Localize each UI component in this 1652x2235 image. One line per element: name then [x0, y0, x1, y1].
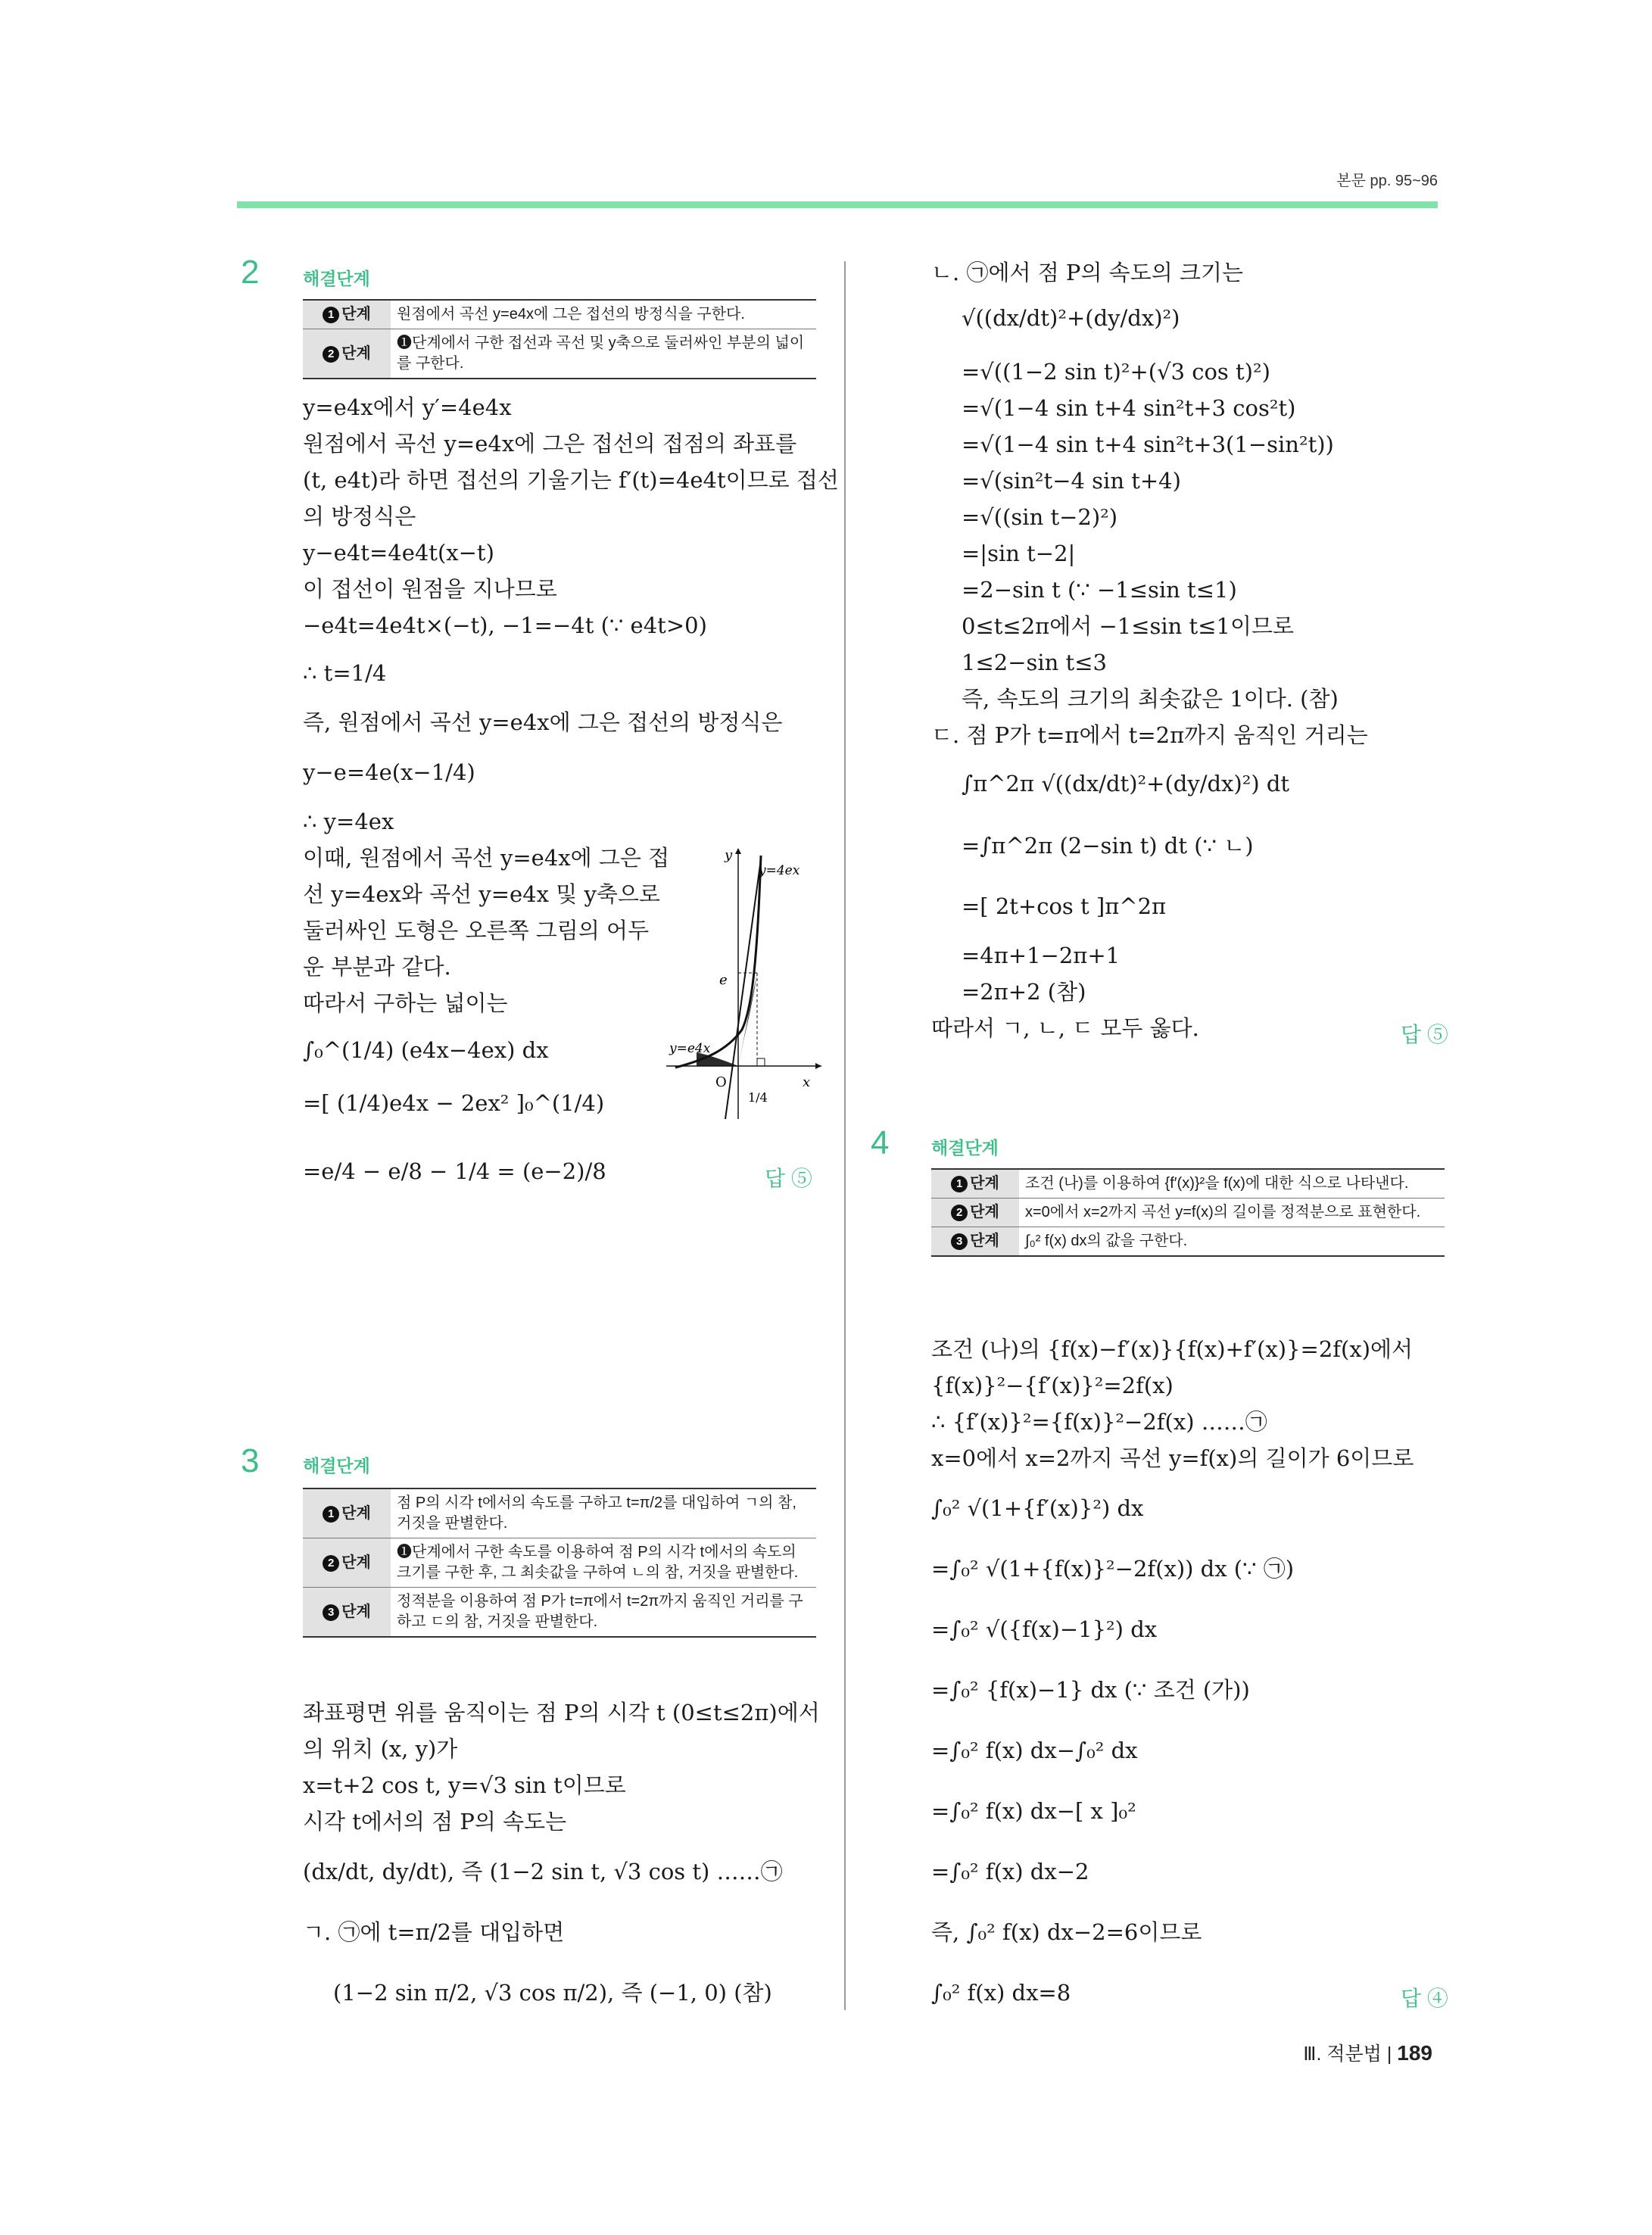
column-divider — [844, 261, 846, 2010]
q2-line: 이때, 원점에서 곡선 y=e4x에 그은 접 — [303, 845, 670, 871]
q4-step-desc: 조건 (나)를 이용하여 {f′(x)}²을 f(x)에 대한 식으로 나타낸다. — [1019, 1169, 1445, 1199]
q3-right-line: =∫π^2π (2−sin t) dt (∵ ㄴ) — [962, 833, 1254, 859]
q3-right-line: √((dx/dt)²+(dy/dx)²) — [962, 305, 1180, 331]
q3-line: x=t+2 cos t, y=√3 sin t이므로 — [303, 1772, 626, 1798]
q4-line: =∫₀² f(x) dx−∫₀² dx — [931, 1738, 1138, 1763]
q2-line: y−e=4e(x−1/4) — [303, 759, 475, 785]
q3-step-label: 3 단계 — [303, 1588, 391, 1638]
q2-answer: 답 ⑤ — [765, 1167, 812, 1190]
curve-label: y=e4x — [669, 1041, 711, 1056]
q2-steps-table — [303, 299, 816, 379]
q2-step-label: 2 단계 — [303, 329, 391, 379]
q3-line: (dx/dt, dy/dt), 즉 (1−2 sin t, √3 cos t) ……㉠ — [303, 1859, 783, 1884]
q3-right-line: =√(1−4 sin t+4 sin²t+3 cos²t) — [962, 395, 1296, 421]
q3-right-line: 즉, 속도의 크기의 최솟값은 1이다. (참) — [962, 686, 1339, 712]
q3-right-line: 따라서 ㄱ, ㄴ, ㄷ 모두 옳다. — [931, 1015, 1199, 1041]
origin-label: O — [715, 1074, 727, 1090]
page-reference: 본문 pp. 95~96 — [1336, 173, 1438, 189]
q3-step-desc: ❶단계에서 구한 속도를 이용하여 점 P의 시각 t에서의 속도의 크기를 구한 후, 그 최솟값을 구하여 ㄴ의 참, 거짓을 판별한다. — [391, 1538, 816, 1588]
q4-step-label: 3 단계 — [931, 1227, 1019, 1257]
q4-line: ∫₀² f(x) dx=8 — [931, 1980, 1071, 2006]
line-label: y=4ex — [759, 863, 800, 878]
shaded-region — [738, 973, 757, 1066]
q4-line: =∫₀² {f(x)−1} dx (∵ 조건 (가)) — [931, 1677, 1250, 1703]
q4-stage-title: 해결단계 — [931, 1138, 999, 1158]
q4-line: ∫₀² √(1+{f′(x)}²) dx — [931, 1495, 1144, 1521]
page-number: 189 — [1397, 2041, 1432, 2065]
page-footer: Ⅲ. 적분법 | 189 — [1303, 2041, 1432, 2065]
quarter-label: 1/4 — [748, 1090, 768, 1105]
q3-right-line: =√(1−4 sin t+4 sin²t+3(1−sin²t)) — [962, 432, 1334, 457]
right-angle-mark — [757, 1058, 765, 1066]
q4-step-label: 2 단계 — [931, 1199, 1019, 1227]
q2-line: 즉, 원점에서 곡선 y=e4x에 그은 접선의 방정식은 — [303, 709, 783, 735]
q3-right-line: =|sin t−2| — [962, 541, 1076, 566]
q4-line: 즉, ∫₀² f(x) dx−2=6이므로 — [931, 1919, 1202, 1945]
q4-number: 4 — [871, 1124, 890, 1161]
q4-line: x=0에서 x=2까지 곡선 y=f(x)의 길이가 6이므로 — [931, 1445, 1414, 1471]
q4-step-label: 1 단계 — [931, 1169, 1019, 1199]
q3-line: 의 위치 (x, y)가 — [303, 1736, 458, 1762]
q3-line: ㄱ. ㉠에 t=π/2를 대입하면 — [303, 1919, 565, 1945]
q4-line: =∫₀² f(x) dx−2 — [931, 1859, 1089, 1884]
q2-graph — [666, 840, 825, 1121]
q3-right-line: ∫π^2π √((dx/dt)²+(dy/dx)²) dt — [962, 771, 1290, 796]
q3-steps-table — [303, 1488, 816, 1638]
q3-number: 3 — [241, 1442, 260, 1479]
q2-step-label: 1 단계 — [303, 300, 391, 329]
q4-line: {f(x)}²−{f′(x)}²=2f(x) — [931, 1373, 1174, 1398]
x-label: x — [803, 1074, 811, 1090]
q2-line: 원점에서 곡선 y=e4x에 그은 접선의 접점의 좌표를 — [303, 431, 797, 457]
y-label: y — [725, 847, 733, 863]
q3-right-line: 1≤2−sin t≤3 — [962, 650, 1107, 675]
q4-line: =∫₀² √(1+{f(x)}²−2f(x)) dx (∵ ㉠) — [931, 1556, 1295, 1582]
q3-right-line: ㄷ. 점 P가 t=π에서 t=2π까지 움직인 거리는 — [931, 722, 1368, 748]
q4-line: =∫₀² f(x) dx−[ x ]₀² — [931, 1798, 1136, 1824]
q4-steps-table — [931, 1168, 1445, 1257]
q2-number: 2 — [241, 254, 260, 291]
q3-right-line: =√((sin t−2)²) — [962, 504, 1118, 530]
q3-right-line: =2−sin t (∵ −1≤sin t≤1) — [962, 577, 1237, 603]
q2-line: 의 방정식은 — [303, 503, 416, 529]
tangent-line — [725, 859, 761, 1119]
q4-line: =∫₀² √({f(x)−1}²) dx — [931, 1616, 1158, 1642]
e-label: e — [719, 972, 728, 988]
q2-line: =e/4 − e/8 − 1/4 = (e−2)/8 — [303, 1158, 606, 1184]
q4-step-desc: x=0에서 x=2까지 곡선 y=f(x)의 길이를 정적분으로 표현한다. — [1019, 1199, 1445, 1227]
q4-step-desc: ∫₀² f(x) dx의 값을 구한다. — [1019, 1227, 1445, 1257]
q2-line: 둘러싸인 도형은 오른쪽 그림의 어두 — [303, 918, 650, 943]
q4-line: ∴ {f′(x)}²={f(x)}²−2f(x) ……㉠ — [931, 1409, 1267, 1435]
q3-step-desc: 정적분을 이용하여 점 P가 t=π에서 t=2π까지 움직인 거리를 구하고 ㄷ의 참, 거짓을 판별한다. — [391, 1588, 816, 1638]
q2-line: 따라서 구하는 넓이는 — [303, 990, 508, 1016]
q2-step-desc: 원점에서 곡선 y=e4x에 그은 접선의 방정식을 구한다. — [391, 300, 816, 329]
q2-line: ∴ y=4ex — [303, 809, 394, 834]
q3-right-line: =2π+2 (참) — [962, 979, 1086, 1005]
q3-line: 시각 t에서의 점 P의 속도는 — [303, 1809, 567, 1834]
q3-right-line: =4π+1−2π+1 — [962, 943, 1121, 968]
q3-step-desc: 점 P의 시각 t에서의 속도를 구하고 t=π/2를 대입하여 ㄱ의 참, 거짓을 판별한다. — [391, 1488, 816, 1538]
q3-line: (1−2 sin π/2, √3 cos π/2), 즉 (−1, 0) (참) — [333, 1980, 772, 2006]
q2-line: ∴ t=1/4 — [303, 660, 387, 686]
q3-right-line: =[ 2t+cos t ]π^2π — [962, 893, 1167, 919]
top-rule — [237, 201, 1438, 208]
q2-line: y=e4x에서 y′=4e4x — [303, 394, 512, 420]
q3-right-line: =√(sin²t−4 sin t+4) — [962, 468, 1181, 494]
q3-step-label: 1 단계 — [303, 1488, 391, 1538]
q3-stage-title: 해결단계 — [303, 1456, 370, 1476]
q3-step-label: 2 단계 — [303, 1538, 391, 1588]
q4-answer: 답 ④ — [1401, 1987, 1448, 2010]
q2-line: y−e4t=4e4t(x−t) — [303, 540, 494, 566]
q3-answer: 답 ⑤ — [1401, 1023, 1448, 1046]
y-axis-arrow — [735, 848, 741, 854]
q4-line: 조건 (나)의 {f(x)−f′(x)}{f(x)+f′(x)}=2f(x)에서 — [931, 1336, 1414, 1362]
x-axis-arrow — [815, 1063, 821, 1069]
q2-stage-title: 해결단계 — [303, 269, 370, 288]
q2-line: =[ (1/4)e4x − 2ex² ]₀^(1/4) — [303, 1090, 605, 1116]
q3-line: 좌표평면 위를 움직이는 점 P의 시각 t (0≤t≤2π)에서 — [303, 1700, 820, 1725]
q2-line: 선 y=4ex와 곡선 y=e4x 및 y축으로 — [303, 881, 660, 907]
q2-line: −e4t=4e4t×(−t), −1=−4t (∵ e4t>0) — [303, 613, 707, 638]
q2-line: (t, e4t)라 하면 접선의 기울기는 f′(t)=4e4t이므로 접선 — [303, 467, 839, 493]
q3-right-line: ㄴ. ㉠에서 점 P의 속도의 크기는 — [931, 260, 1243, 285]
q2-step-desc: ❶단계에서 구한 접선과 곡선 및 y축으로 둘러싸인 부분의 넓이를 구한다. — [391, 329, 816, 379]
chapter-label: Ⅲ. 적분법 — [1303, 2043, 1382, 2065]
q2-line: 운 부분과 같다. — [303, 954, 451, 980]
curve-e4x — [675, 856, 761, 1068]
q3-right-line: =√((1−2 sin t)²+(√3 cos t)²) — [962, 359, 1270, 385]
q2-line: ∫₀^(1/4) (e4x−4ex) dx — [303, 1037, 549, 1063]
q3-right-line: 0≤t≤2π에서 −1≤sin t≤1이므로 — [962, 613, 1295, 639]
q2-line: 이 접선이 원점을 지나므로 — [303, 576, 557, 602]
